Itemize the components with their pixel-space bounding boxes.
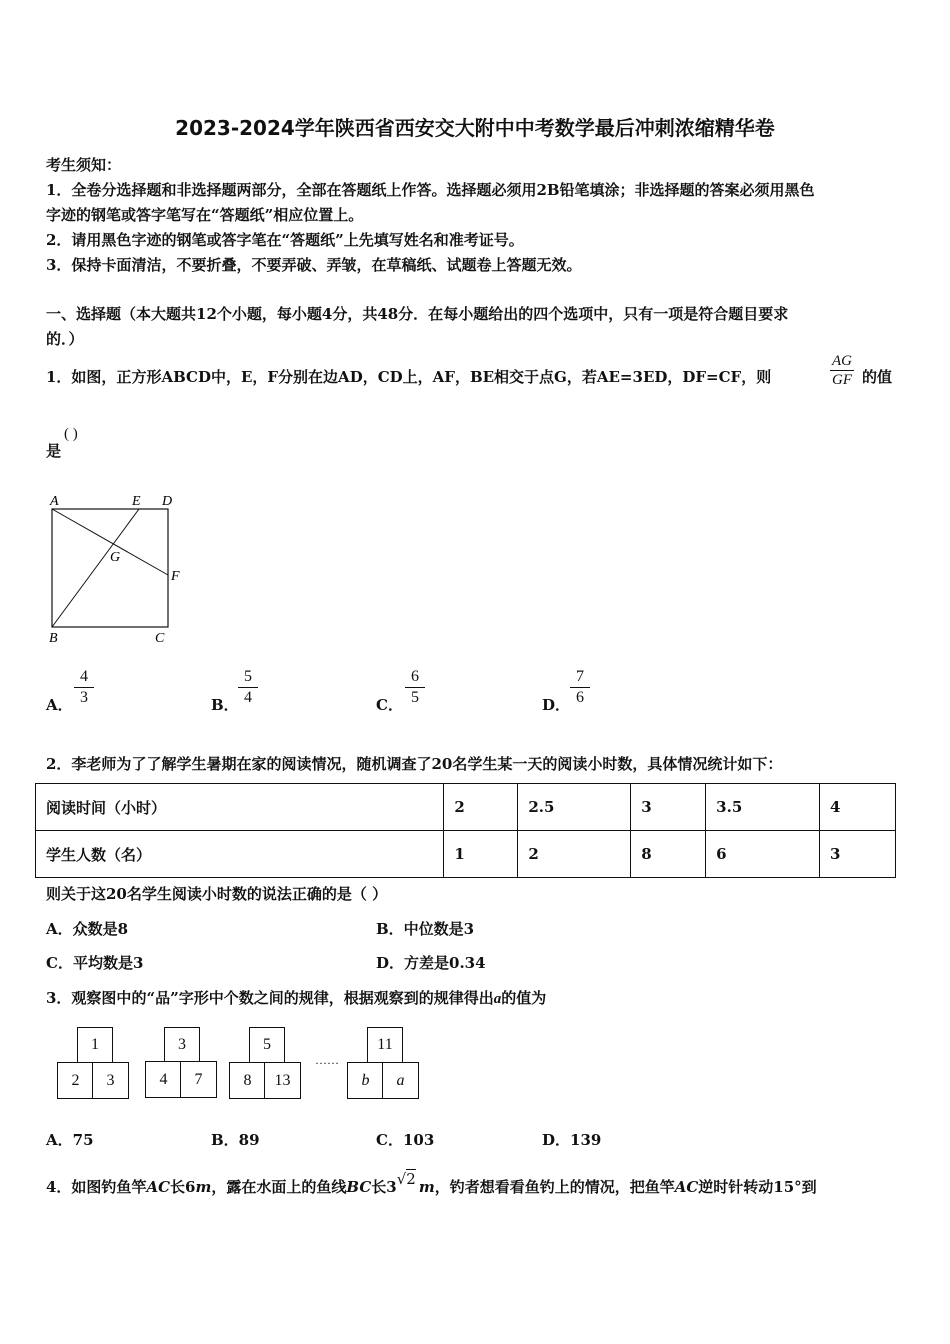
q4-sqrt-radicand: 2 xyxy=(406,1170,416,1188)
q1-option-b-frac xyxy=(238,667,258,708)
q1-option-d-num: 7 xyxy=(570,667,590,688)
q1-option-a-den: 3 xyxy=(80,689,88,706)
q4-part-6: 逆时针转动15°到 xyxy=(698,1178,817,1196)
q4-bc: BC xyxy=(346,1178,372,1196)
segment-be xyxy=(52,509,139,627)
table-cell: 6 xyxy=(706,831,820,878)
pin-2-right: 7 xyxy=(180,1061,217,1098)
table-cell: 阅读时间（小时） xyxy=(36,784,444,831)
notice-heading: 考生须知： xyxy=(46,156,122,174)
label-b: B xyxy=(49,631,58,646)
label-a: A xyxy=(50,494,59,509)
q1-option-b-label: B． xyxy=(211,696,239,714)
pin-4-right: a xyxy=(382,1062,419,1099)
q1-option-d-label: D． xyxy=(542,696,571,714)
q1-option-c-label: C． xyxy=(376,696,403,714)
pin-4-left: b xyxy=(347,1062,384,1099)
page-title: 2023-2024学年陕西省西安交大附中中考数学最后冲刺浓缩精华卷 xyxy=(175,116,775,140)
q1-option-c-den: 5 xyxy=(411,689,419,706)
q4-text xyxy=(46,1170,817,1197)
table-cell: 3 xyxy=(631,784,706,831)
section1-line-2: 的．） xyxy=(46,330,84,348)
q1-line-2: 是 xyxy=(46,442,62,460)
section1-line-1: 一、选择题（本大题共12个小题，每小题4分，共48分．在每小题给出的四个选项中，只有一项是符合题目要求 xyxy=(46,305,789,323)
q3-option-c: C．103 xyxy=(376,1131,435,1149)
q4-sqrt: √2 xyxy=(396,1170,416,1188)
table-cell: 2 xyxy=(444,784,518,831)
notice-line-4: 3．保持卡面清洁，不要折叠，不要弄破、弄皱，在草稿纸、试题卷上答题无效。 xyxy=(46,256,582,274)
table-cell: 8 xyxy=(631,831,706,878)
pin-2-left: 4 xyxy=(145,1061,182,1098)
q2-after-text: 则关于这20名学生阅读小时数的说法正确的是（ ） xyxy=(46,885,388,903)
q1-option-d-den: 6 xyxy=(576,689,584,706)
q1-option-c-num: 6 xyxy=(405,667,425,688)
q1-option-a-frac xyxy=(74,667,94,708)
table-cell: 学生人数（名） xyxy=(36,831,444,878)
q3-option-b: B．89 xyxy=(211,1131,260,1149)
notice-line-1: 1．全卷分选择题和非选择题两部分，全部在答题纸上作答。选择题必须用2B铅笔填涂；非选择题的答案必须用黑色 xyxy=(46,181,815,199)
q1-text-end: 的值 xyxy=(862,368,893,386)
square-abcd xyxy=(52,509,168,627)
q3-text-end: 的值为 xyxy=(501,989,547,1007)
pin-4-top: 11 xyxy=(367,1027,403,1063)
pin-1-left: 2 xyxy=(57,1062,94,1099)
q1-text: 1．如图，正方形ABCD中，E，F分别在边AD，CD上，AF，BE相交于点G，若AE=3ED，DF=CF，则 xyxy=(46,368,772,386)
q1-answer-paren: ( ) xyxy=(64,426,78,442)
notice-line-3: 2．请用黑色字迹的钢笔或答字笔在“答题纸”上先填写姓名和准考证号。 xyxy=(46,231,524,249)
q3-option-a: A．75 xyxy=(46,1131,94,1149)
label-f: F xyxy=(171,569,180,584)
q1-option-d-frac xyxy=(570,667,590,708)
q4-m-unit: m xyxy=(195,1178,212,1196)
q3-text xyxy=(46,987,546,1008)
q1-square-figure xyxy=(40,486,200,648)
q1-option-b-den: 4 xyxy=(244,689,252,706)
q2-option-b: B．中位数是3 xyxy=(376,920,475,938)
segment-af xyxy=(52,509,168,575)
q4-ac: AC xyxy=(146,1178,171,1196)
q4-part-3: ，露在水面上的鱼线 xyxy=(211,1178,347,1196)
q4-part-1: 4．如图钓鱼竿 xyxy=(46,1178,147,1196)
q1-option-b-num: 5 xyxy=(238,667,258,688)
pin-2-top: 3 xyxy=(164,1027,200,1063)
label-d: D xyxy=(162,494,173,509)
label-g: G xyxy=(110,550,121,565)
label-e: E xyxy=(132,494,141,509)
pin-1-top: 1 xyxy=(77,1027,113,1063)
q2-option-d: D．方差是0.34 xyxy=(376,954,486,972)
table-cell: 3 xyxy=(820,831,896,878)
label-c: C xyxy=(155,631,165,646)
q3-var-a: a xyxy=(493,991,502,1007)
pin-3-left: 8 xyxy=(229,1062,266,1099)
table-cell: 3.5 xyxy=(706,784,820,831)
q4-ac-2: AC xyxy=(674,1178,699,1196)
q2-table xyxy=(35,783,896,878)
q3-text-start: 3．观察图中的“品”字形中个数之间的规律，根据观察到的规律得出 xyxy=(46,989,494,1007)
table-cell: 4 xyxy=(820,784,896,831)
q4-m-unit-2: m xyxy=(418,1178,435,1196)
q2-option-a: A．众数是8 xyxy=(46,920,129,938)
pin-3-top: 5 xyxy=(249,1027,285,1063)
pin-3-right: 13 xyxy=(264,1062,301,1099)
q1-option-c-frac xyxy=(405,667,425,708)
q1-option-a-label: A． xyxy=(46,696,73,714)
notice-line-2: 字迹的钢笔或答字笔写在“答题纸”相应位置上。 xyxy=(46,206,364,224)
q1-option-a-num: 4 xyxy=(74,667,94,688)
q4-part-4: 长3 xyxy=(371,1178,397,1196)
table-cell: 2.5 xyxy=(518,784,631,831)
table-cell: 1 xyxy=(444,831,518,878)
table-row xyxy=(36,784,896,831)
q2-text: 2．李老师为了了解学生暑期在家的阅读情况，随机调查了20名学生某一天的阅读小时数，具体情况统计如下： xyxy=(46,755,783,773)
q1-frac-den: GF xyxy=(832,372,852,388)
q1-fraction xyxy=(830,352,854,389)
table-row xyxy=(36,831,896,878)
table-cell: 2 xyxy=(518,831,631,878)
q2-option-c: C．平均数是3 xyxy=(46,954,144,972)
q4-part-5: ，钓者想看看鱼钓上的情况，把鱼竿 xyxy=(434,1178,675,1196)
q3-option-d: D．139 xyxy=(542,1131,602,1149)
q4-part-2: 长6 xyxy=(170,1178,196,1196)
pin-1-right: 3 xyxy=(92,1062,129,1099)
q1-frac-num: AG xyxy=(832,353,852,369)
pin-ellipsis: …… xyxy=(315,1053,339,1067)
